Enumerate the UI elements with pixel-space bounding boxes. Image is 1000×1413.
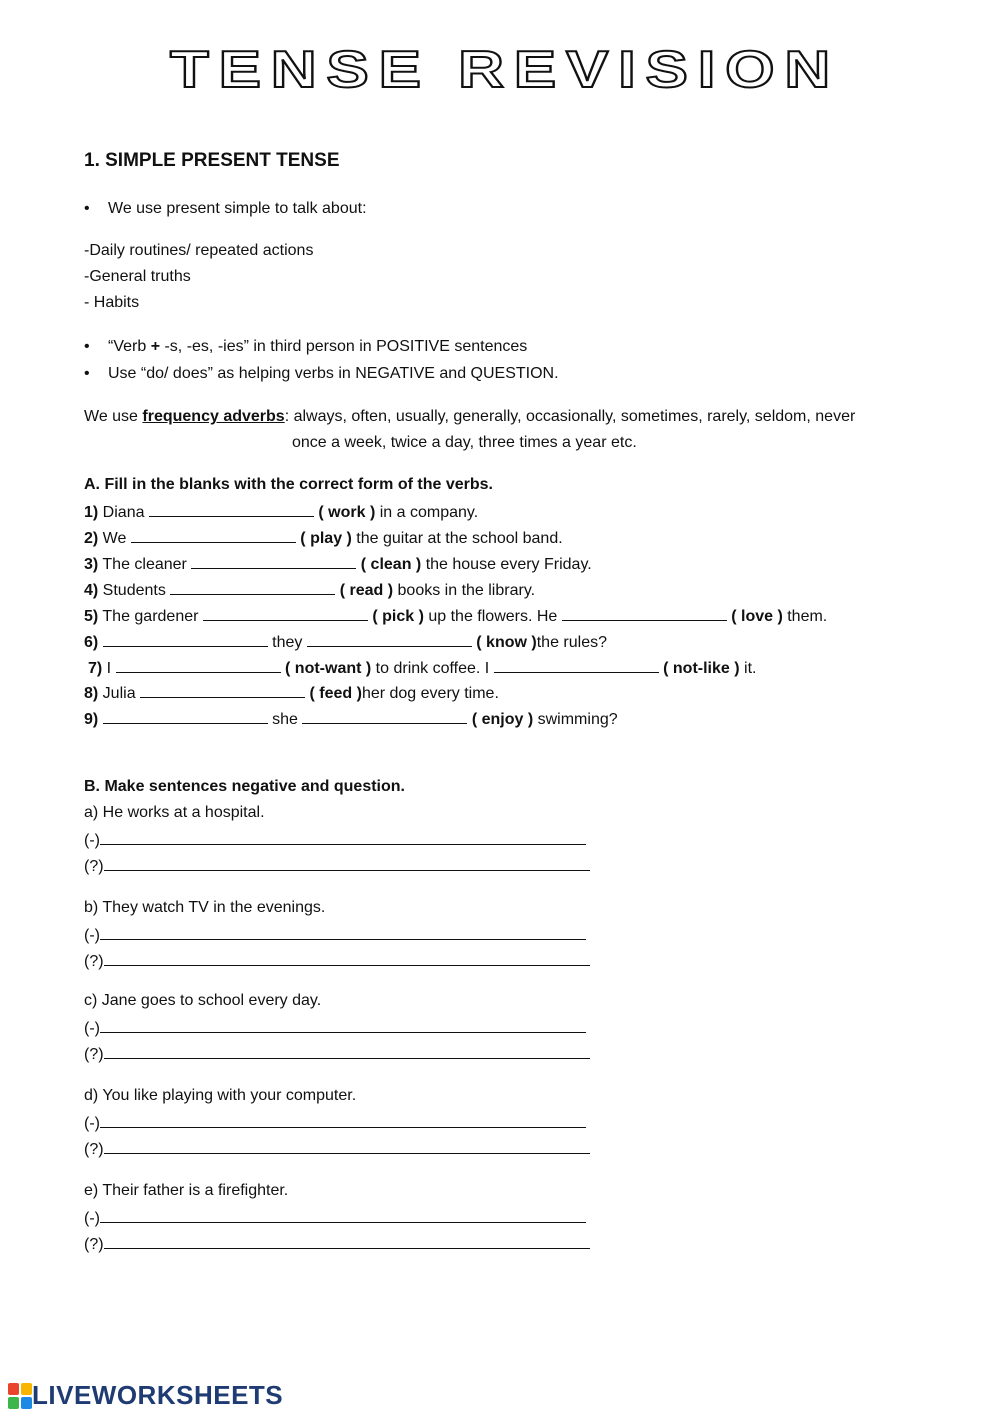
answer-blank[interactable] — [302, 709, 467, 724]
exercise-a-2 — [84, 528, 563, 548]
question-line-b — [84, 951, 590, 971]
item-text: to drink coffee. I — [371, 660, 494, 677]
question-answer-input[interactable] — [104, 1139, 590, 1154]
frequency-adverbs-line-2: once a week, twice a day, three times a year etc. — [292, 434, 637, 451]
part-a-heading: A. Fill in the blanks with the correct form of the verbs. — [84, 476, 493, 493]
negative-line-c — [84, 1018, 586, 1038]
item-number: 5) — [84, 608, 99, 625]
negative-answer-input[interactable] — [100, 1113, 586, 1128]
item-text: The cleaner — [98, 556, 192, 573]
item-number: 1) — [84, 504, 99, 521]
negative-answer-input[interactable] — [100, 925, 586, 940]
answer-blank[interactable] — [191, 554, 356, 569]
exercise-a-3 — [84, 554, 592, 574]
answer-blank[interactable] — [131, 528, 296, 543]
question-mark: (?) — [84, 858, 104, 875]
answer-blank[interactable] — [149, 502, 314, 517]
question-mark: (?) — [84, 953, 104, 970]
answer-blank[interactable] — [494, 658, 659, 673]
item-number: 9) — [84, 711, 99, 728]
answer-blank[interactable] — [116, 658, 281, 673]
verb-hint: ( pick ) — [372, 608, 424, 625]
freq-lead: We use — [84, 408, 143, 425]
negative-mark: (-) — [84, 1020, 100, 1037]
answer-blank[interactable] — [170, 580, 335, 595]
item-text: We — [98, 530, 131, 547]
item-number: 8) — [84, 685, 99, 702]
question-answer-input[interactable] — [104, 856, 590, 871]
question-line-c — [84, 1044, 590, 1064]
exercise-a-5 — [84, 606, 827, 626]
item-text: up the flowers. He — [423, 608, 562, 625]
item-text: Diana — [98, 504, 149, 521]
negative-line-e — [84, 1208, 586, 1228]
question-answer-input[interactable] — [104, 1044, 590, 1059]
liveworksheets-brand: LIVEWORKSHEETS — [32, 1380, 284, 1410]
sentence-e: e) Their father is a firefighter. — [84, 1182, 289, 1199]
intro-bullet: • We use present simple to talk about: — [108, 200, 367, 218]
question-answer-input[interactable] — [104, 951, 590, 966]
negative-mark: (-) — [84, 832, 100, 849]
freq-list: : always, often, usually, generally, occasionally, sometimes, rarely, seldom, never — [284, 408, 856, 425]
exercise-a-6 — [84, 632, 607, 652]
negative-answer-input[interactable] — [100, 830, 586, 845]
rule-text: “Verb — [108, 338, 151, 355]
verb-hint: ( love ) — [731, 608, 783, 625]
item-number: 4) — [84, 582, 99, 599]
rule-bullet-2 — [108, 365, 559, 383]
negative-mark: (-) — [84, 1115, 100, 1132]
item-text: Students — [98, 582, 171, 599]
question-mark: (?) — [84, 1046, 104, 1063]
plus-sign: + — [150, 338, 161, 355]
item-text: swimming? — [533, 711, 618, 728]
answer-blank[interactable] — [140, 683, 305, 698]
exercise-a-8 — [84, 683, 499, 703]
verb-hint: ( read ) — [339, 582, 394, 599]
item-text: books in the library. — [393, 582, 536, 599]
item-text: them. — [782, 608, 828, 625]
item-text: the house every Friday. — [421, 556, 592, 573]
negative-line-a — [84, 830, 586, 850]
section-heading: 1. SIMPLE PRESENT TENSE — [84, 150, 340, 171]
verb-hint: ( work ) — [318, 504, 376, 521]
exercise-a-4 — [84, 580, 535, 600]
question-line-d — [84, 1139, 590, 1159]
rule-text: -s, -es, -ies” in third person in POSITIVE sentences — [160, 338, 528, 355]
exercise-a-9 — [84, 709, 618, 729]
liveworksheets-logo[interactable] — [8, 1380, 283, 1411]
item-text: the guitar at the school band. — [351, 530, 563, 547]
answer-blank[interactable] — [562, 606, 727, 621]
question-answer-input[interactable] — [104, 1234, 590, 1249]
question-line-e — [84, 1234, 590, 1254]
exercise-a-1 — [84, 502, 478, 522]
exercise-a-7 — [88, 658, 756, 678]
verb-hint: ( not-like ) — [663, 660, 740, 677]
negative-answer-input[interactable] — [100, 1208, 586, 1223]
sentence-c: c) Jane goes to school every day. — [84, 992, 322, 1009]
item-text: her dog every time. — [361, 685, 499, 702]
item-text: the rules? — [536, 634, 607, 651]
negative-mark: (-) — [84, 1210, 100, 1227]
item-text: The gardener — [98, 608, 203, 625]
part-b-heading: B. Make sentences negative and question. — [84, 778, 405, 795]
answer-blank[interactable] — [203, 606, 368, 621]
frequency-adverbs-line — [84, 408, 855, 426]
negative-line-d — [84, 1113, 586, 1133]
rule-bullet-1 — [108, 338, 527, 356]
item-text: in a company. — [375, 504, 479, 521]
item-number: 2) — [84, 530, 99, 547]
freq-term: frequency adverbs — [142, 408, 285, 425]
verb-hint: ( enjoy ) — [471, 711, 534, 728]
item-number: 6) — [84, 634, 99, 651]
answer-blank[interactable] — [103, 632, 268, 647]
verb-hint: ( not-want ) — [285, 660, 372, 677]
negative-line-b — [84, 925, 586, 945]
verb-hint: ( know ) — [476, 634, 537, 651]
page-title — [160, 40, 850, 100]
use-item-3: - Habits — [84, 294, 140, 311]
liveworksheets-logo-icon — [8, 1383, 32, 1409]
item-text: they — [267, 634, 307, 651]
answer-blank[interactable] — [307, 632, 472, 647]
item-text: I — [102, 660, 116, 677]
verb-hint: ( clean ) — [360, 556, 422, 573]
sentence-a: a) He works at a hospital. — [84, 804, 265, 821]
sentence-d: d) You like playing with your computer. — [84, 1087, 357, 1104]
question-mark: (?) — [84, 1236, 104, 1253]
sentence-b: b) They watch TV in the evenings. — [84, 899, 326, 916]
use-item-2: -General truths — [84, 268, 191, 285]
item-text: Julia — [98, 685, 141, 702]
question-line-a — [84, 856, 590, 876]
negative-answer-input[interactable] — [100, 1018, 586, 1033]
negative-mark: (-) — [84, 927, 100, 944]
question-mark: (?) — [84, 1141, 104, 1158]
verb-hint: ( feed ) — [309, 685, 362, 702]
answer-blank[interactable] — [103, 709, 268, 724]
use-item-1: -Daily routines/ repeated actions — [84, 242, 314, 259]
item-text: it. — [739, 660, 757, 677]
item-number: 7) — [88, 660, 103, 677]
item-text: she — [267, 711, 303, 728]
rule-text: Use “do/ does” as helping verbs in NEGATIVE and QUESTION. — [108, 365, 559, 382]
item-number: 3) — [84, 556, 99, 573]
page-title-text: TENSE REVISION — [170, 41, 841, 99]
verb-hint: ( play ) — [300, 530, 352, 547]
